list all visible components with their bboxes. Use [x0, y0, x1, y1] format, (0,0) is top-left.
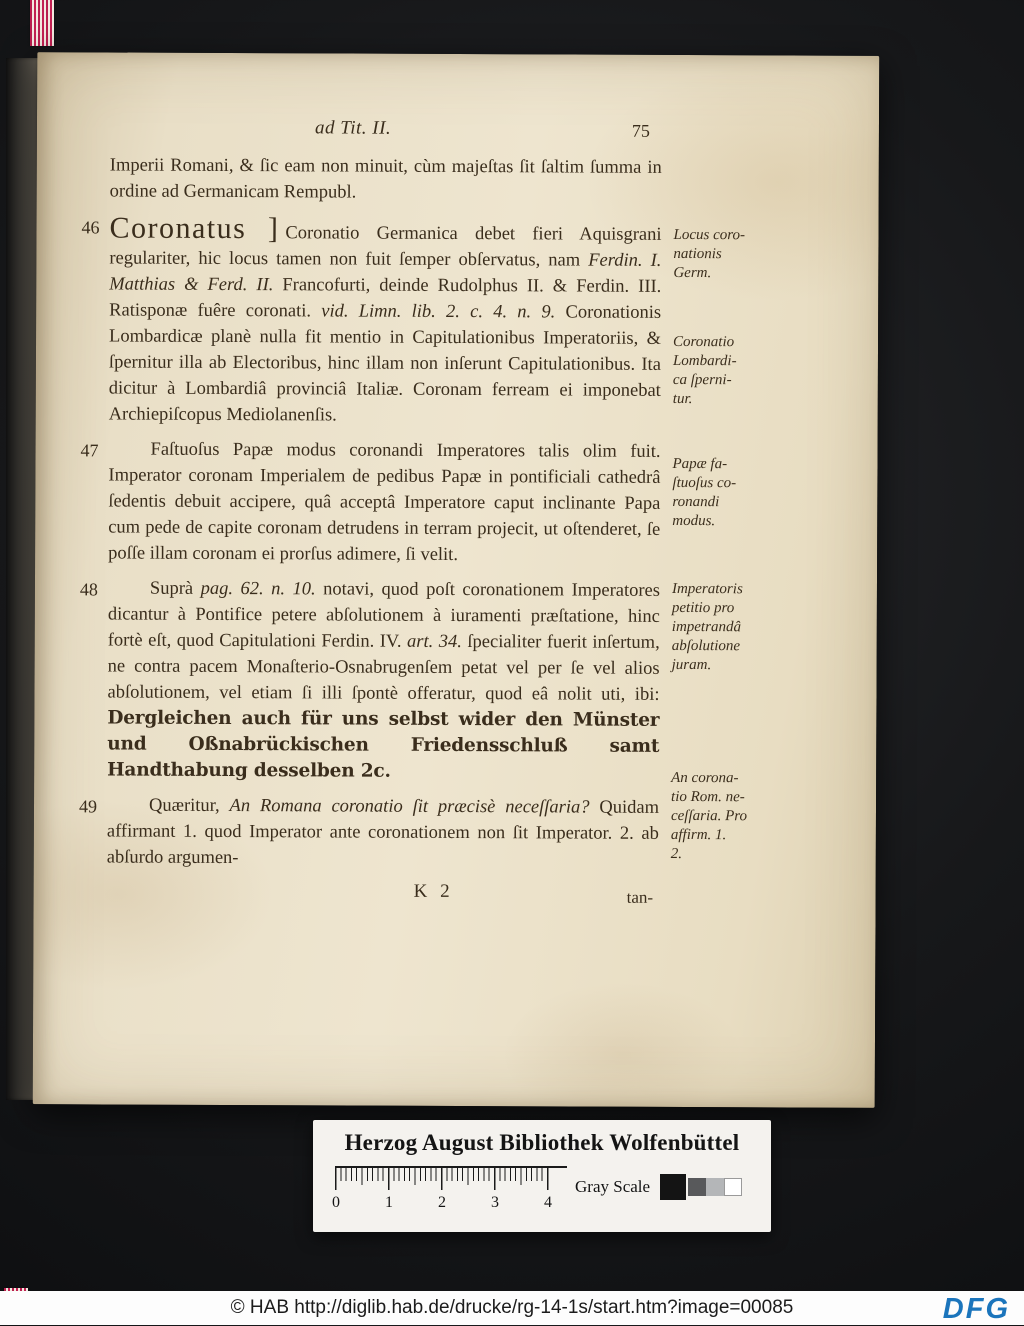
gray-scale-swatch-black	[660, 1174, 686, 1200]
catchword: tan-	[626, 887, 654, 907]
paragraph-body: Suprà pag. 62. n. 10. notavi, quod poſt coronationem Imperatores dicantur à Pontifice petere abſolutionem à iuramenti præſtatione, hinc fortè eſt, quod Capitulationi Ferdin. IV. art. 34. ſpecialiter fuerit inſertum, ne contra pacem Monaſterio-Osnabrugenſem petat vel per ſe vel alios abſolutionem, vel etiam ſi illi ſpontè offeratur, quod eâ nolit uti, ibi: Dergleichen auch für uns selbst wider den Münster und Oßnabrückischen Friedensschluß samt Handthabung desselben 2c.	[107, 578, 660, 782]
ruler-number: 4	[544, 1194, 552, 1211]
scanned-page-sheet	[33, 52, 880, 1108]
ruler-number: 1	[385, 1194, 393, 1211]
paragraph-body: Quæritur, An Romana coronatio ſit præcisè neceſſaria? Quidam affirmant 1. quod Imperator ante coronationem non ſit Imperator. 2. ab abſurdo argumen-	[106, 795, 660, 869]
ruler-ticks-major	[335, 1168, 550, 1190]
text-section-48	[79, 575, 847, 786]
margin-note: Imperatoris petitio pro impetrandâ abſolutione juram.	[671, 580, 743, 674]
ruler-scale	[332, 1166, 567, 1220]
signature-mark: K 2	[413, 880, 454, 902]
footer-bar	[0, 1291, 1024, 1325]
paragraph-number: 48	[79, 579, 98, 600]
signature-row	[79, 879, 846, 924]
color-calibration-mark-top	[30, 0, 54, 46]
text-section-49	[78, 769, 846, 873]
paragraph-number: 46	[81, 217, 100, 238]
margin-note: Coronatio Lombardi- ca ſperni- tur.	[672, 333, 737, 408]
page-content	[34, 52, 880, 925]
intro-paragraph: Imperii Romani, & ſic eam non minuit, cùm majeſtas ſit ſaltim ſumma in ordine ad Germanicam Rempubl.	[109, 155, 662, 203]
margin-note: An corona- tio Rom. ne- ceſſaria. Pro affirm. 1. 2.	[670, 769, 748, 862]
text-section-47	[80, 436, 848, 569]
dfg-logo: DFG	[942, 1293, 1010, 1325]
ruler-number: 3	[491, 1194, 499, 1211]
gray-scale-swatch-light	[706, 1178, 724, 1196]
paragraph-body	[109, 213, 662, 429]
page-number: 75	[631, 120, 651, 141]
gray-scale-label: Gray Scale	[575, 1177, 651, 1196]
ruler-number: 0	[332, 1194, 340, 1211]
ruler-title: Herzog August Bibliothek Wolfenbüttel	[344, 1130, 740, 1155]
gray-scale-block	[575, 1174, 742, 1200]
paragraph-lead: Coronatus ]	[109, 211, 280, 246]
paragraph-body: Faſtuoſus Papæ modus coronandi Imperatores talis olim fuit. Imperator coronam Imperialem de pedibus Papæ in pontificiali cathedrâ ſedentis debuit accipere, quâ acceptâ Imperatore caput inclinante Papa cum pede de capite coronam detrudens in terram projecit, ut oſtenderet, ſe poſſe illam coronam ei prorſus adimere, ſi velit.	[108, 439, 661, 566]
paragraph-number: 49	[78, 796, 98, 817]
gray-scale-swatch-dark	[688, 1178, 706, 1196]
gray-scale-swatch-white	[724, 1178, 742, 1196]
margin-note: Locus coro- nationis Germ.	[673, 226, 746, 282]
ruler-number: 2	[438, 1194, 446, 1211]
running-title: ad Tit. II.	[314, 117, 392, 139]
paragraph-text: Coronatio Germanica debet fieri Aquisgrani regulariter, hic locus tamen non fuit ſemper obſervatus, nam Ferdin. I. Matthias & Ferd. II. Francofurti, deinde Rudolphus II. & Ferdin. III. Ratisponæ fuêre coronati. vid. Limn. lib. 2. c. 4. n. 9. Coronationis Lombardicæ planè nulla fit mentio in Capitulationibus Imperatoriis, & ſpernitur illa ab Electoribus, hinc illam non inſerunt Capitulationibus. Ita dicitur à Lombardiâ provinciâ Italiæ. Coronam ferream ei imponebat Archiepiſcopus Mediolanenſis.	[108, 223, 662, 426]
credit-link[interactable]: © HAB http://diglib.hab.de/drucke/rg-14-1s/start.htm?image=00085	[230, 1297, 794, 1318]
margin-note: Papæ fa- ſtuoſus co- ronandi modus.	[672, 455, 737, 530]
intro-section	[82, 152, 849, 207]
text-section-46	[81, 213, 849, 430]
scale-ruler-card	[313, 1120, 771, 1232]
paragraph-number: 47	[80, 440, 99, 461]
